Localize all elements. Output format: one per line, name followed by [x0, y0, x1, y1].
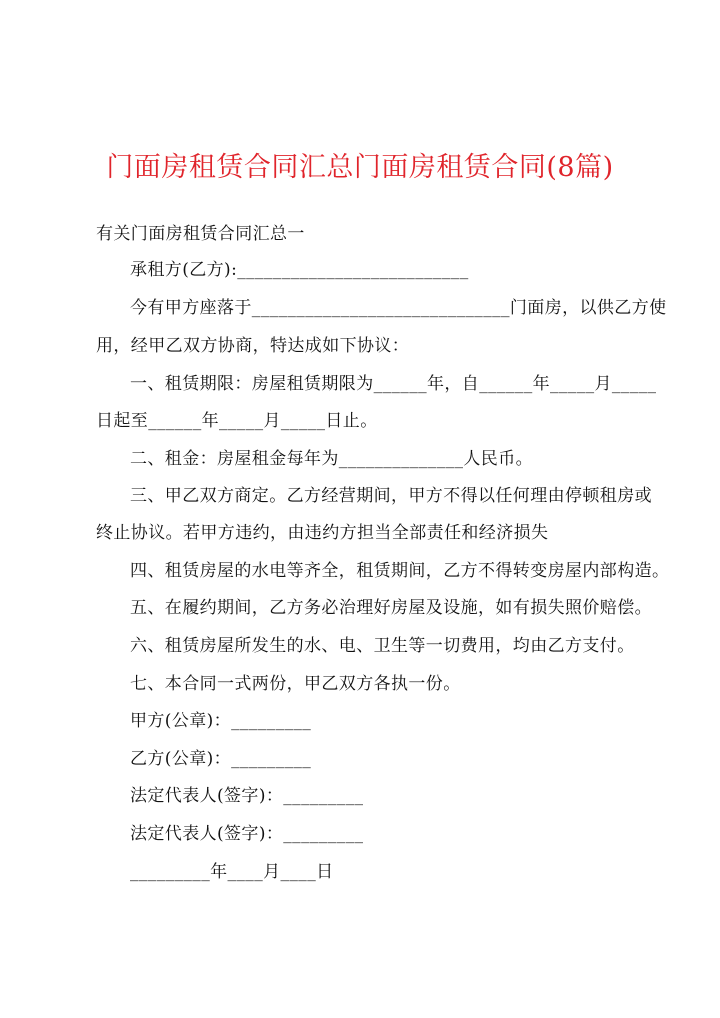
clause-1-line-2: 日起至______年_____月_____日止。	[96, 411, 378, 431]
clause-1-line-1: 一、租赁期限：房屋租赁期限为______年，自______年_____月_____	[130, 374, 657, 394]
clause-3-line-1: 三、甲乙双方商定。乙方经营期间，甲方不得以任何理由停顿租房或	[130, 486, 652, 506]
lessee-line: 承租方(乙方):__________________________	[130, 260, 469, 280]
document-title: 门面房租赁合同汇总门面房租赁合同(8篇)	[106, 152, 614, 183]
party-b-seal-line: 乙方(公章)：_________	[130, 749, 312, 769]
clause-4: 四、租赁房屋的水电等齐全，租赁期间，乙方不得转变房屋内部构造。	[130, 561, 670, 581]
legal-rep-signature-line-2: 法定代表人(签字)：_________	[130, 824, 364, 844]
party-a-seal-line: 甲方(公章)：_________	[130, 711, 312, 731]
paragraph-intro-line-2: 用，经甲乙双方协商，特达成如下协议：	[96, 336, 410, 356]
clause-6: 六、租赁房屋所发生的水、电、卫生等一切费用，均由乙方支付。	[130, 636, 635, 656]
section-heading: 有关门面房租赁合同汇总一	[96, 224, 305, 244]
clause-2: 二、租金：房屋租金每年为______________人民币。	[130, 449, 533, 469]
clause-7: 七、本合同一式两份，甲乙双方各执一份。	[130, 674, 461, 694]
clause-5: 五、在履约期间，乙方务必治理好房屋及设施，如有损失照价赔偿。	[130, 598, 652, 618]
legal-rep-signature-line-1: 法定代表人(签字)：_________	[130, 786, 364, 806]
paragraph-intro-line-1: 今有甲方座落于_____________________________门面房，以供乙方使	[130, 298, 667, 318]
date-line: _________年____月____日	[130, 862, 334, 882]
clause-3-line-2: 终止协议。若甲方违约，由违约方担当全部责任和经济损失	[96, 523, 549, 543]
